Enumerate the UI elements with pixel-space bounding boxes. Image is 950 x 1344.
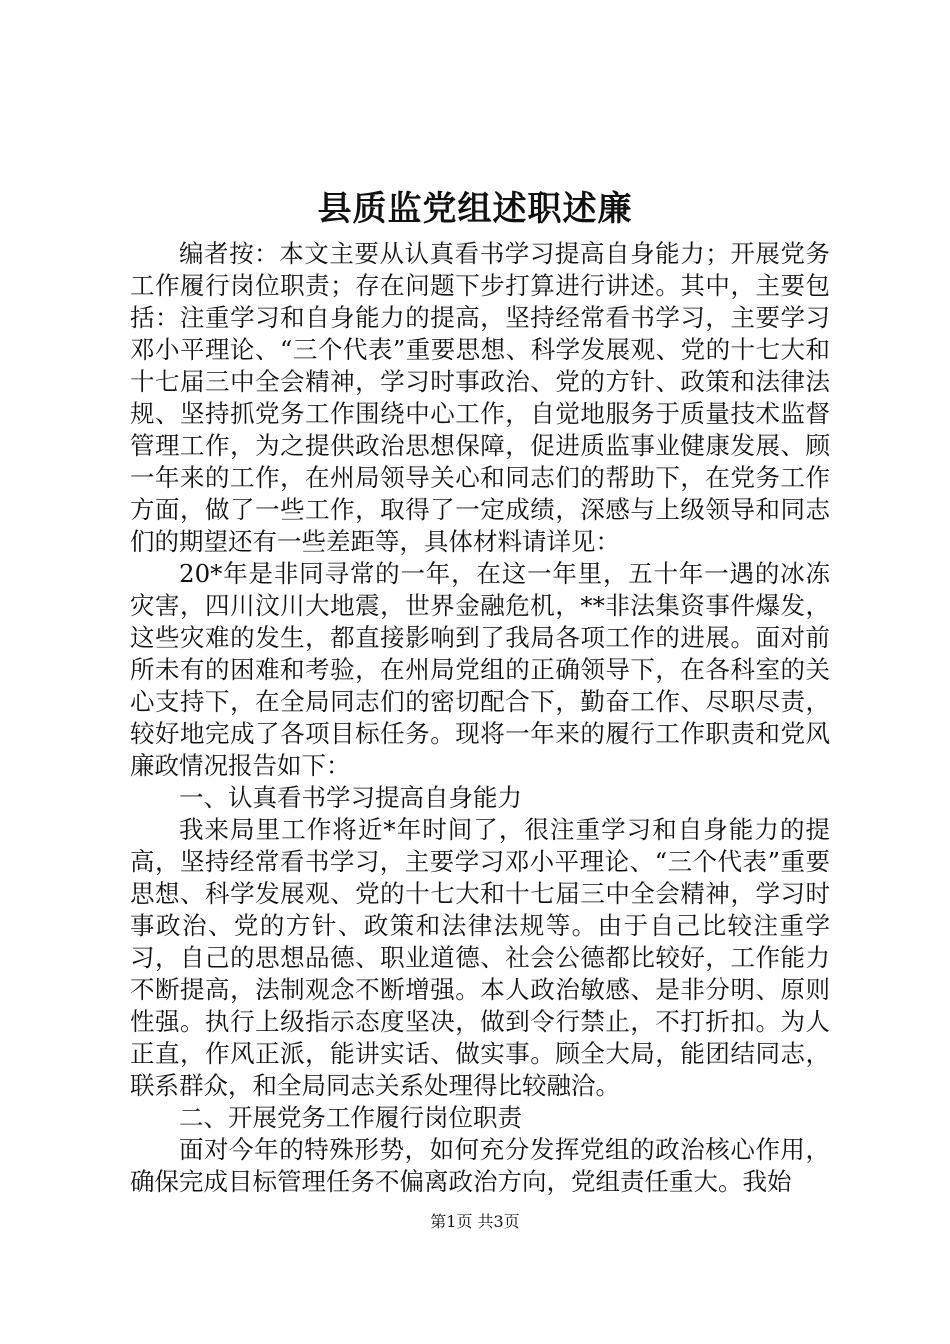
paragraph-section-2: 面对今年的特殊形势，如何充分发挥党组的政治核心作用，确保完成目标管理任务不偏离政治方向，党组责任重大。我始 — [130, 1135, 830, 1196]
page-number-footer: 第1页 共3页 — [430, 1212, 520, 1231]
section-heading-1: 一、认真看书学习提高自身能力 — [179, 783, 522, 812]
document-title: 县质监党组述职述廉 — [317, 189, 633, 229]
section-heading-2: 二、开展党务工作履行岗位职责 — [179, 1103, 522, 1132]
paragraph-editor-note: 编者按：本文主要从认真看书学习提高自身能力；开展党务工作履行岗位职责；存在问题下步打算进行讲述。其中，主要包括：注重学习和自身能力的提高，坚持经常看书学习，主要学习邓小平理论、“三个代表”重要思想、科学发展观、党的十七大和十七届三中全会精神，学习时事政治、党的方针、政策和法律法规、坚持抓党务工作围绕中心工作，自觉地服务于质量技术监督管理工作，为之提供政治思想保障，促进质监事业健康发展、顾一年来的工作，在州局领导关心和同志们的帮助下，在党务工作方面，做了一些工作，取得了一定成绩，深感与上级领导和同志们的期望还有一些差距等，具体材料请详见： — [130, 239, 830, 556]
document-body — [130, 238, 830, 1198]
paragraph-section-1: 我来局里工作将近*年时间了，很注重学习和自身能力的提高，坚持经常看书学习，主要学习邓小平理论、“三个代表”重要思想、科学发展观、党的十七大和十七届三中全会精神，学习时事政治、党的方针、政策和法律法规等。由于自己比较注重学习，自己的思想品德、职业道德、社会公德都比较好，工作能力不断提高，法制观念不断增强。本人政治敏感、是非分明、原则性强。执行上级指示态度坚决，做到令行禁止，不打折扣。为人正直，作风正派，能讲实话、做实事。顾全大局，能团结同志，联系群众，和全局同志关系处理得比较融洽。 — [130, 815, 830, 1100]
paragraph-intro: 20*年是非同寻常的一年，在这一年里，五十年一遇的冰冻灾害，四川汶川大地震，世界金融危机，**非法集资事件爆发，这些灾难的发生，都直接影响到了我局各项工作的进展。面对前所未有的困难和考验，在州局党组的正确领导下，在各科室的关心支持下，在全局同志们的密切配合下，勤奋工作、尽职尽责，较好地完成了各项目标任务。现将一年来的履行工作职责和党风廉政情况报告如下： — [130, 559, 830, 780]
